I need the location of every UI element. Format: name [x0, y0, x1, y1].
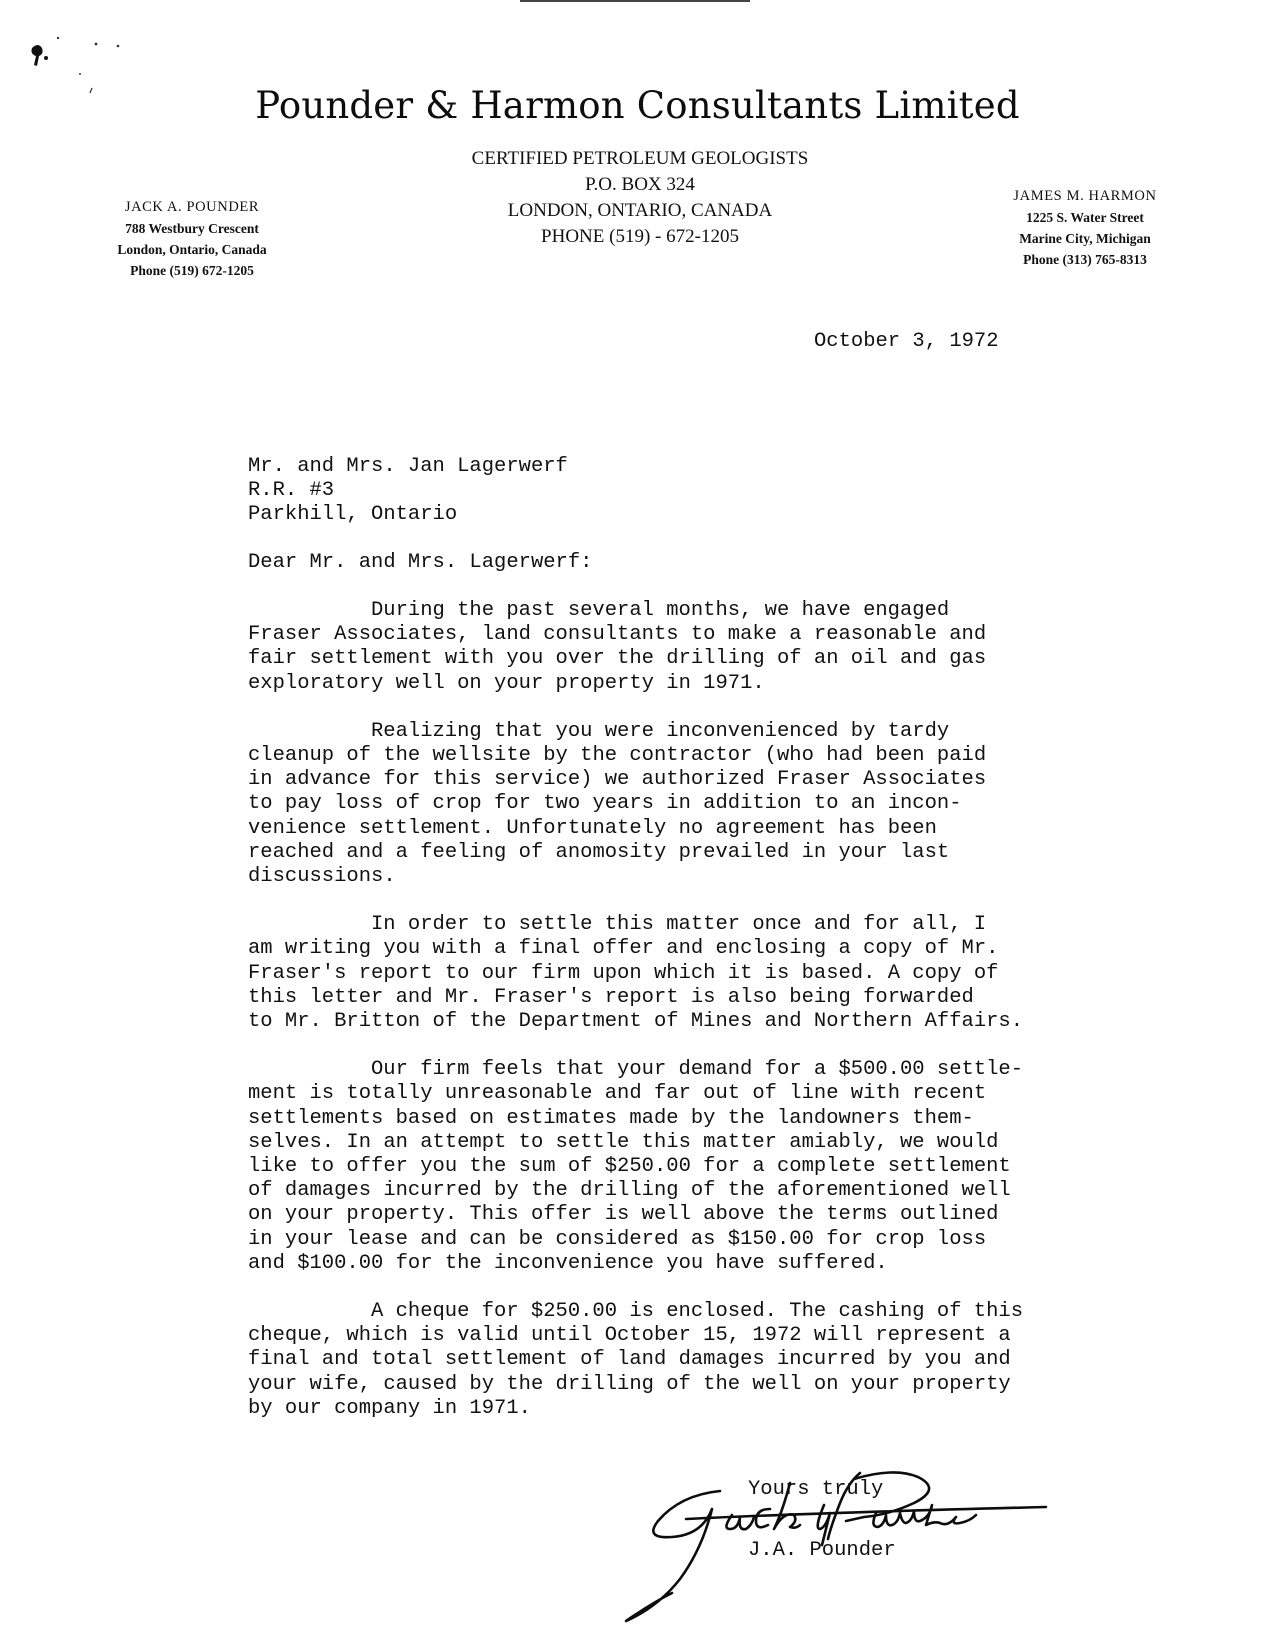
paragraph — [248, 599, 1088, 696]
paragraph — [248, 913, 1088, 1034]
firm-city: LONDON, ONTARIO, CANADA — [507, 200, 773, 221]
right-partner-street: 1225 S. Water Street — [1026, 210, 1144, 225]
firm-contact-block — [400, 146, 880, 250]
paragraph-line: in your lease and can be considered as $150.00 for crop loss — [248, 1227, 987, 1251]
right-partner-phone: Phone (313) 765-8313 — [1023, 252, 1147, 267]
firm-phone: PHONE (519) - 672-1205 — [541, 226, 739, 247]
right-partner-city: Marine City, Michigan — [1019, 231, 1151, 246]
paragraph-line: venience settlement. Unfortunately no agreement has been — [248, 816, 937, 840]
paragraph-line: fair settlement with you over the drilling of an oil and gas — [248, 647, 987, 671]
paragraph-line: In order to settle this matter once and for all, I — [371, 913, 987, 937]
left-partner-phone: Phone (519) 672-1205 — [130, 263, 254, 278]
paragraph — [248, 1300, 1088, 1421]
firm-designation: CERTIFIED PETROLEUM GEOLOGISTS — [471, 148, 809, 169]
paragraph-line: by our company in 1971. — [248, 1396, 531, 1420]
paragraph-line: to pay loss of crop for two years in addition to an incon- — [248, 792, 962, 816]
paragraph — [248, 1058, 1088, 1276]
paragraph-line: Fraser Associates, land consultants to make a reasonable and — [248, 623, 987, 647]
paragraph-line: of damages incurred by the drilling of the aforementioned well — [248, 1179, 1011, 1203]
right-partner-block — [985, 186, 1185, 270]
paragraph-line: exploratory well on your property in 1971. — [248, 671, 765, 695]
paragraph-line: and $100.00 for the inconvenience you have suffered. — [248, 1251, 888, 1275]
closing: Yours truly — [748, 1478, 884, 1501]
paragraph-line: settlements based on estimates made by the landowners them- — [248, 1106, 974, 1130]
left-partner-name: JACK A. POUNDER — [124, 199, 260, 215]
firm-po-box: P.O. BOX 324 — [585, 174, 695, 195]
left-partner-block — [92, 197, 292, 281]
paragraph-line: cheque, which is valid until October 15, 1972 will represent a — [248, 1324, 1011, 1348]
signer-name: J.A. Pounder — [748, 1539, 896, 1562]
paragraph-line: am writing you with a final offer and enclosing a copy of Mr. — [248, 937, 999, 961]
paragraph-line: cleanup of the wellsite by the contractor (who had been paid — [248, 744, 987, 768]
paragraph-line: Fraser's report to our firm upon which it is based. A copy of — [248, 961, 999, 985]
paragraph-line: your wife, caused by the drilling of the well on your property — [248, 1372, 1011, 1396]
paragraph-line: final and total settlement of land damages incurred by you and — [248, 1348, 1011, 1372]
recipient-address — [248, 455, 568, 527]
paragraph-line: Our firm feels that your demand for a $500.00 settle- — [371, 1058, 1024, 1082]
paragraph-line: A cheque for $250.00 is enclosed. The cashing of this — [371, 1300, 1024, 1324]
paragraph-line: discussions. — [248, 865, 396, 889]
left-partner-city: London, Ontario, Canada — [117, 242, 267, 257]
paragraph-line: reached and a feeling of anomosity prevailed in your last — [248, 840, 950, 864]
recipient-town: Parkhill, Ontario — [248, 503, 458, 526]
recipient-name: Mr. and Mrs. Jan Lagerwerf — [248, 455, 568, 478]
recipient-route: R.R. #3 — [248, 479, 335, 502]
firm-name: Pounder & Harmon Consultants Limited — [255, 84, 1020, 127]
left-partner-street: 788 Westbury Crescent — [125, 221, 259, 236]
right-partner-name: JAMES M. HARMON — [1013, 188, 1157, 204]
paragraph-line: this letter and Mr. Fraser's report is also being forwarded — [248, 985, 974, 1009]
paragraph-line: to Mr. Britton of the Department of Mines and Northern Affairs. — [248, 1010, 1024, 1034]
paragraph — [248, 720, 1088, 889]
paragraph-line: During the past several months, we have engaged — [371, 599, 950, 622]
paragraph-line: Realizing that you were inconvenienced by tardy — [371, 719, 950, 743]
letter-body — [248, 599, 1088, 1445]
paragraph-line: like to offer you the sum of $250.00 for a complete settlement — [248, 1155, 1011, 1179]
paragraph-line: selves. In an attempt to settle this matter amiably, we would — [248, 1130, 999, 1154]
paragraph-line: in advance for this service) we authorized Fraser Associates — [248, 768, 987, 792]
top-edge-line — [520, 0, 750, 2]
paragraph-line: on your property. This offer is well above the terms outlined — [248, 1203, 999, 1227]
salutation: Dear Mr. and Mrs. Lagerwerf: — [248, 551, 593, 574]
paragraph-line: ment is totally unreasonable and far out of line with recent — [248, 1082, 987, 1106]
letter-date: October 3, 1972 — [814, 330, 999, 353]
